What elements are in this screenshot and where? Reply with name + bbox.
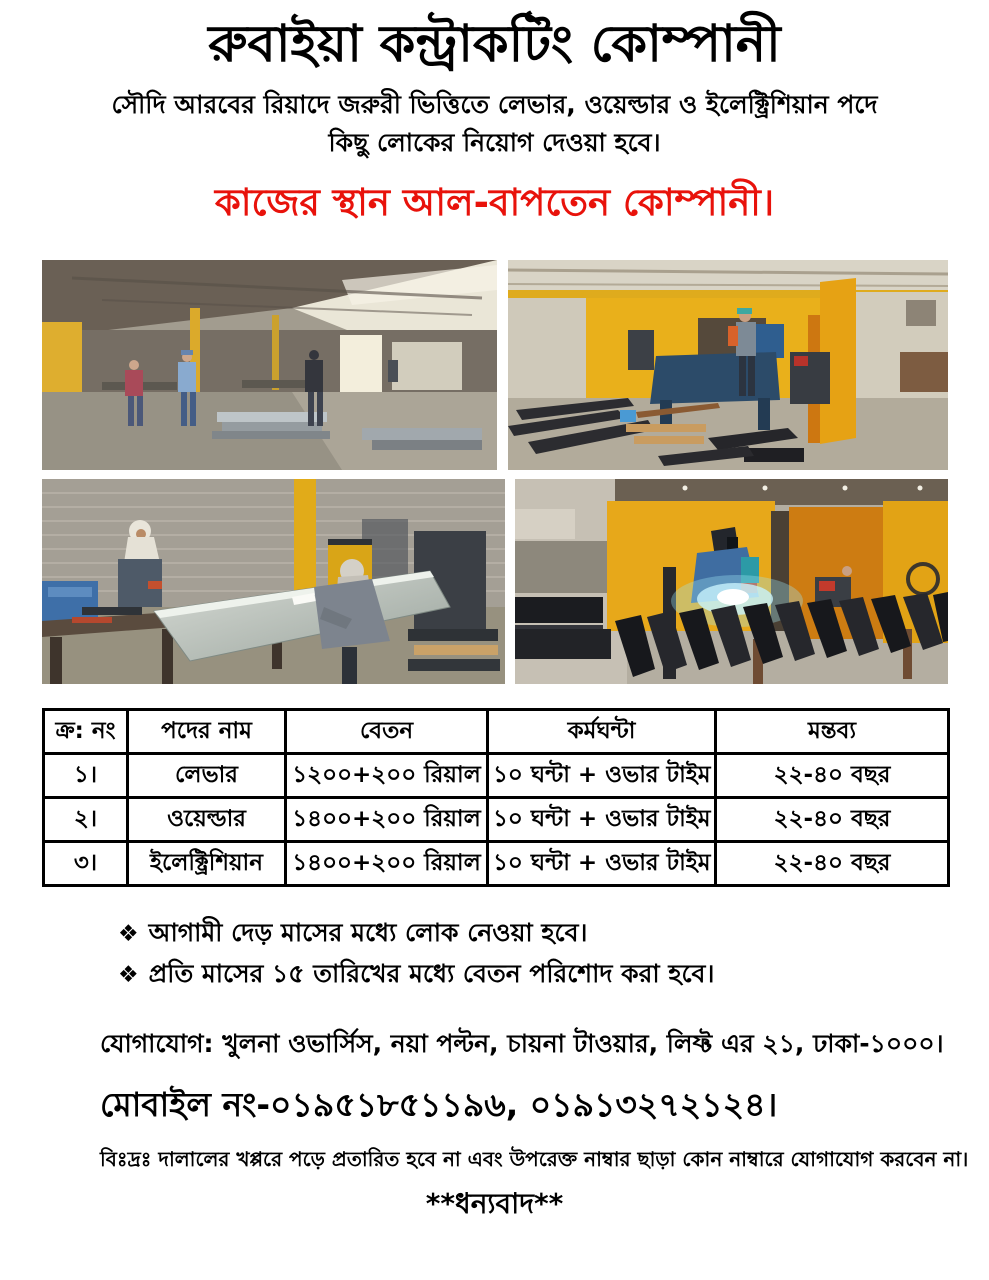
note-text: আগামী দেড় মাসের মধ্যে লোক নেওয়া হবে।	[148, 918, 588, 948]
cell-position: ওয়েল্ডার	[128, 798, 286, 842]
cell-position: লেভার	[128, 754, 286, 798]
header-hours: কর্মঘন্টা	[488, 710, 716, 754]
cell-remarks: ২২-৪০ বছর	[716, 842, 949, 886]
subtitle-line-2: কিছু লোকের নিয়োগ দেওয়া হবে।	[328, 127, 661, 157]
header-position: পদের নাম	[128, 710, 286, 754]
page-title: রুবাইয়া কন্ট্রাকটিং কোম্পানী	[208, 15, 781, 74]
thank-you-line: **ধন্যবাদ**	[425, 1187, 564, 1221]
contact-mobile-numbers: মোবাইল নং-০১৯৫১৮৫১১৯৬, ০১৯১৩২৭২১২৪।	[100, 1085, 778, 1125]
note-text: প্রতি মাসের ১৫ তারিখের মধ্যে বেতন পরিশোদ করা হবে।	[148, 958, 715, 988]
table-row	[44, 842, 949, 886]
header-serial: ক্র: নং	[44, 710, 128, 754]
workshop-photo-1-graphic	[42, 260, 497, 470]
workshop-photo-3-graphic	[42, 479, 505, 684]
photo-grid	[42, 260, 948, 684]
header-remarks: মন্তব্য	[716, 710, 949, 754]
cell-remarks: ২২-৪০ বছর	[716, 754, 949, 798]
workshop-photo-2-graphic	[508, 260, 948, 470]
job-table	[42, 708, 950, 887]
contact-address: যোগাযোগ: খুলনা ওভার্সিস, নয়া পল্টন, চায়না টাওয়ার, লিফ্ট এর ২১, ঢাকা-১০০০।	[100, 1029, 944, 1059]
cell-serial: ৩।	[44, 842, 128, 886]
cell-salary: ১৪০০+২০০ রিয়াল	[286, 842, 488, 886]
note-item	[118, 954, 989, 995]
notes-list	[118, 913, 989, 994]
contact-block	[100, 1024, 989, 1178]
workshop-photo-4	[515, 479, 948, 684]
workshop-photo-3	[42, 479, 505, 684]
cell-position: ইলেক্ট্রিশিয়ান	[128, 842, 286, 886]
table-row	[44, 754, 949, 798]
cell-salary: ১৪০০+২০০ রিয়াল	[286, 798, 488, 842]
subtitle	[55, 86, 934, 161]
workshop-photo-4-graphic	[515, 479, 948, 684]
cell-hours: ১০ ঘন্টা + ওভার টাইম	[488, 842, 716, 886]
header-salary: বেতন	[286, 710, 488, 754]
note-item	[118, 913, 989, 954]
contact-warning-note: বিঃদ্রঃ দালালের খপ্পরে পড়ে প্রতারিত হবে না এবং উপরেক্ত নাম্বার ছাড়া কোন নাম্বারে যোগাযোগ করবেন না।	[100, 1147, 969, 1172]
cell-hours: ১০ ঘন্টা + ওভার টাইম	[488, 798, 716, 842]
diamond-bullet-icon: ❖	[118, 961, 139, 988]
workshop-photo-1	[42, 260, 497, 470]
table-header-row	[44, 710, 949, 754]
table-row	[44, 798, 949, 842]
subtitle-line-1: সৌদি আরবের রিয়াদে জরুরী ভিত্তিতে লেভার, ওয়েল্ডার ও ইলেক্ট্রিশিয়ান পদে	[111, 90, 878, 120]
cell-serial: ১।	[44, 754, 128, 798]
cell-hours: ১০ ঘন্টা + ওভার টাইম	[488, 754, 716, 798]
cell-remarks: ২২-৪০ বছর	[716, 798, 949, 842]
cell-salary: ১২০০+২০০ রিয়াল	[286, 754, 488, 798]
workshop-photo-2	[508, 260, 948, 470]
diamond-bullet-icon: ❖	[118, 921, 139, 948]
cell-serial: ২।	[44, 798, 128, 842]
work-location-heading: কাজের স্থান আল-বাপতেন কোম্পানী।	[214, 181, 775, 225]
